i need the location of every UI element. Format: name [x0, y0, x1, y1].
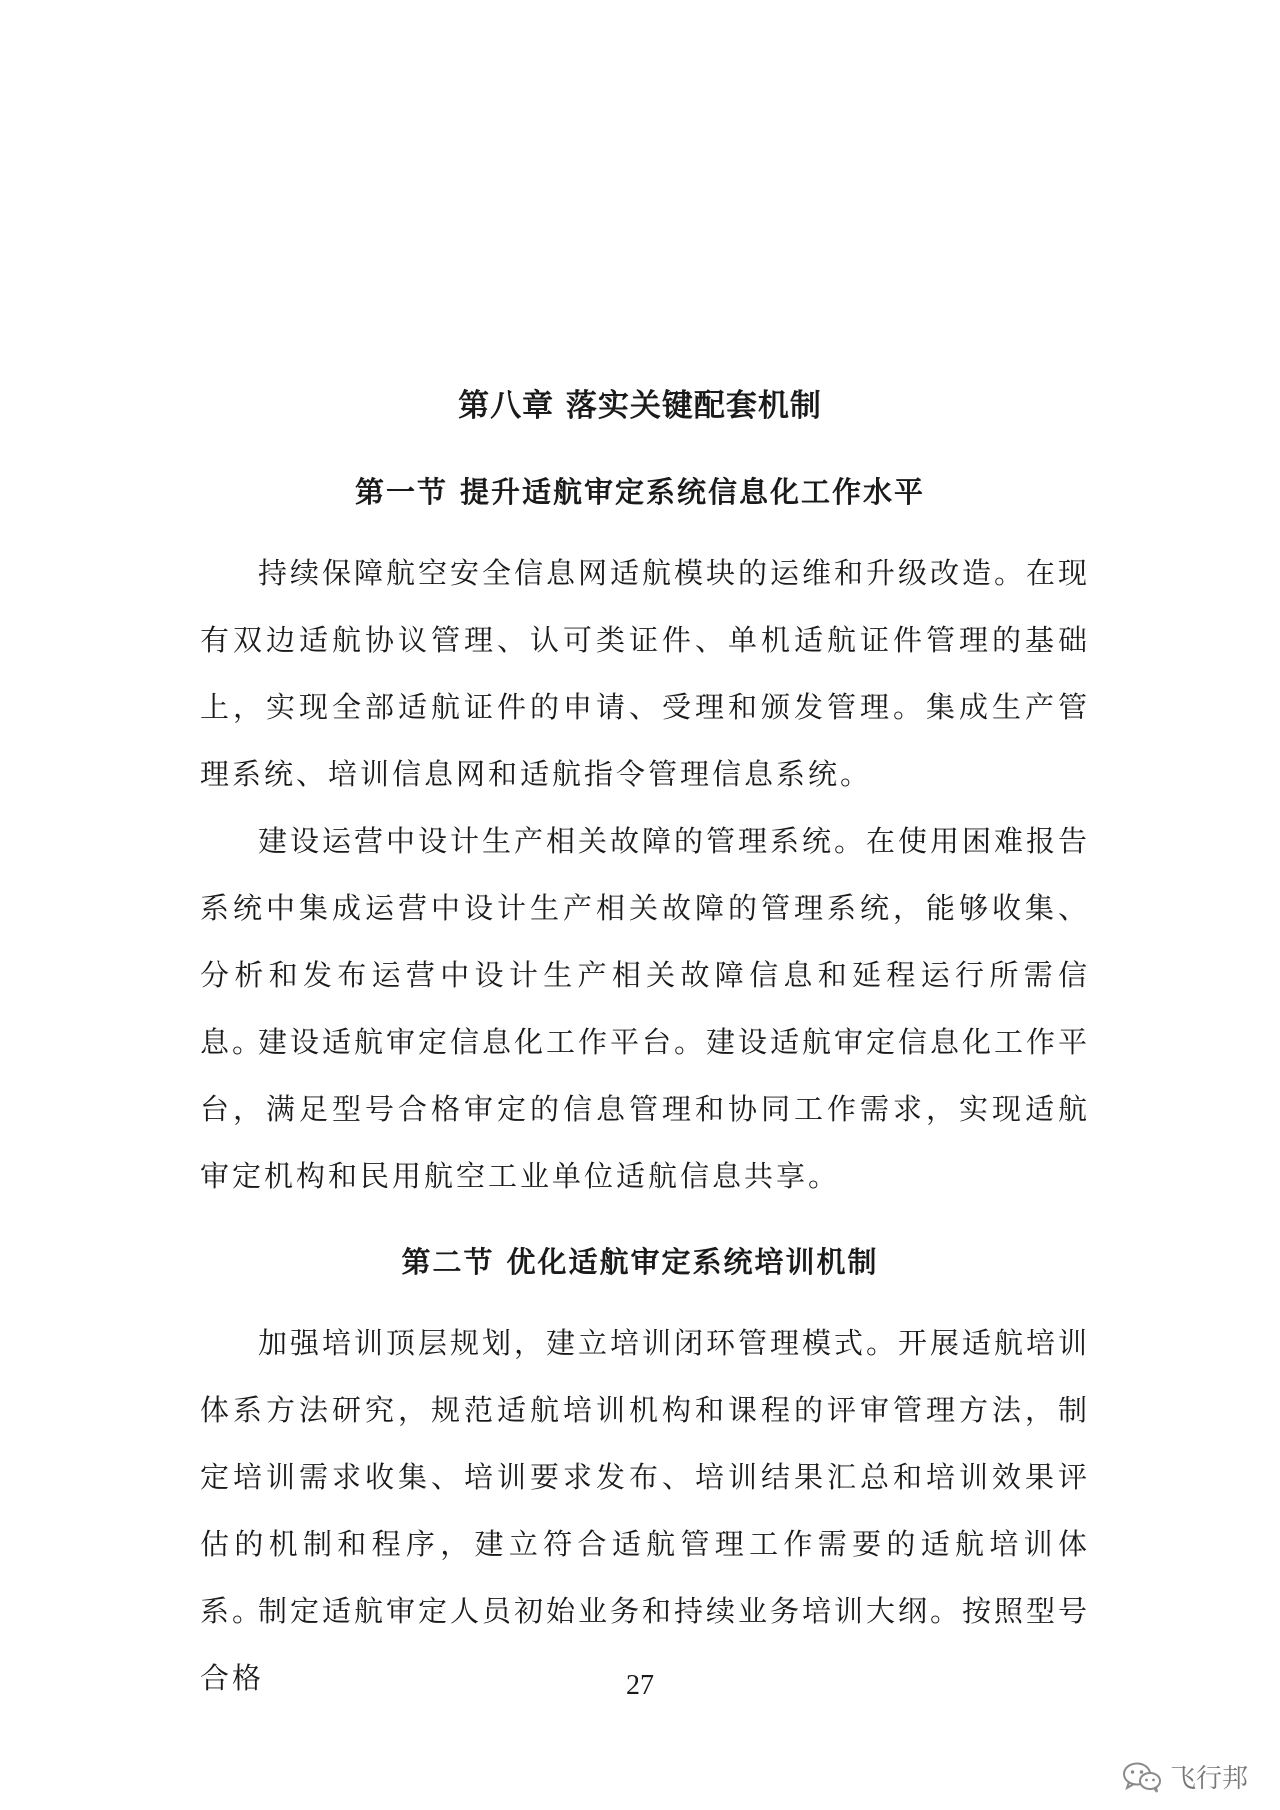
- page-number: 27: [626, 1670, 654, 1701]
- watermark: [1122, 1758, 1248, 1795]
- chapter-title: 第八章 落实关键配套机制: [458, 388, 822, 424]
- paragraph: 持续保障航空安全信息网适航模块的运维和升级改造。在现有双边适航协议管理、认可类证件、单机适航证件管理的基础上，实现全部适航证件的申请、受理和颁发管理。集成生产管理系统、培训信息网和适航指令管理信息系统。: [200, 556, 1091, 791]
- section-title: 第二节 优化适航审定系统培训机制: [401, 1245, 879, 1279]
- paragraph: 制定适航审定人员初始业务和持续业务培训大纲。按照型号合格: [200, 1594, 1091, 1695]
- watermark-text: 飞行邦: [1169, 1764, 1248, 1794]
- paragraph: 加强培训顶层规划，建立培训闭环管理模式。开展适航培训体系方法研究，规范适航培训机构和课程的评审管理方法，制定培训需求收集、培训要求发布、培训结果汇总和培训效果评估的机制和程序，建立符合适航管理工作需要的适航培训体系。: [200, 1326, 1091, 1628]
- paragraph: 建设运营中设计生产相关故障的管理系统。在使用困难报告系统中集成运营中设计生产相关故障的管理系统，能够收集、分析和发布运营中设计生产相关故障信息和延程运行所需信息。: [200, 824, 1091, 1059]
- paragraph: 建设适航审定信息化工作平台。建设适航审定信息化工作平台，满足型号合格审定的信息管理和协同工作需求，实现适航审定机构和民用航空工业单位适航信息共享。: [200, 1025, 1091, 1193]
- section-title: 第一节 提升适航审定系统信息化工作水平: [354, 475, 926, 509]
- wechat-icon: [1122, 1761, 1162, 1793]
